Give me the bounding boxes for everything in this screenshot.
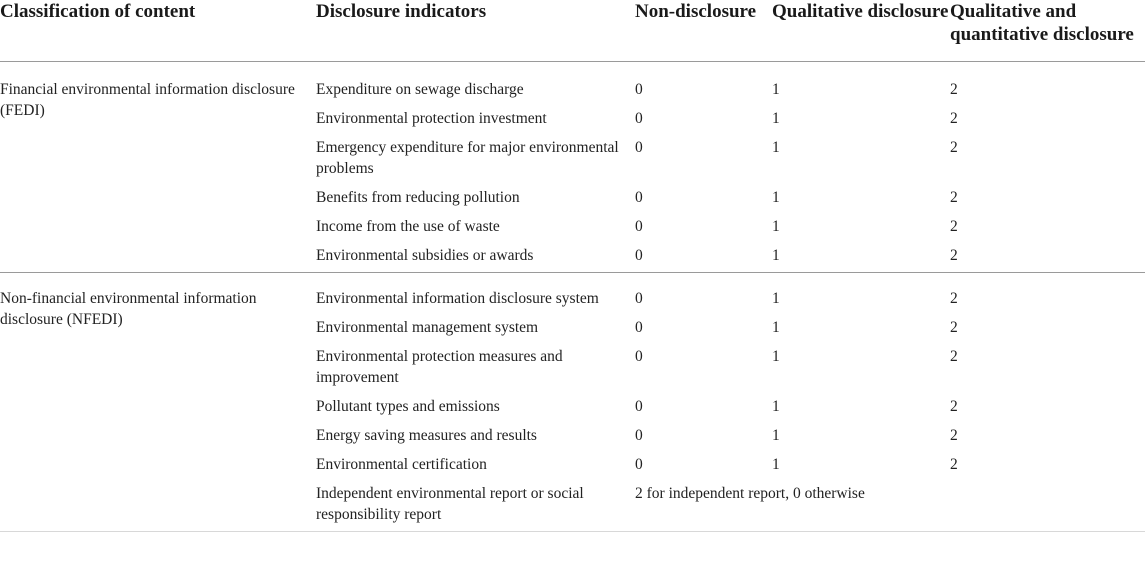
non-disclosure-cell: 0 bbox=[635, 81, 643, 98]
indicator-cell: Environmental certification bbox=[316, 456, 487, 473]
non-disclosure-cell: 0 bbox=[635, 218, 643, 235]
qualitative-cell: 1 bbox=[772, 218, 780, 235]
qualitative-quantitative-cell: 2 bbox=[950, 81, 958, 98]
qualitative-cell: 1 bbox=[772, 348, 780, 365]
qualitative-quantitative-cell: 2 bbox=[950, 247, 958, 264]
qualitative-quantitative-cell: 2 bbox=[950, 139, 958, 156]
non-disclosure-cell: 0 bbox=[635, 348, 643, 365]
classification-cell: Non-financial environmental information disclosure (NFEDI) bbox=[0, 290, 257, 328]
indicator-cell: Independent environmental report or social responsibility report bbox=[316, 485, 584, 523]
indicator-cell: Environmental protection investment bbox=[316, 110, 547, 127]
qualitative-cell: 1 bbox=[772, 110, 780, 127]
independent-report-note: 2 for independent report, 0 otherwise bbox=[635, 485, 865, 502]
qualitative-quantitative-cell: 2 bbox=[950, 110, 958, 127]
indicator-cell: Environmental subsidies or awards bbox=[316, 247, 534, 264]
qualitative-quantitative-cell: 2 bbox=[950, 398, 958, 415]
header-qualitative-quantitative: Qualitative and quantitative disclosure bbox=[950, 1, 1134, 45]
indicator-cell: Environmental information disclosure system bbox=[316, 290, 599, 307]
indicator-cell: Pollutant types and emissions bbox=[316, 398, 500, 415]
indicator-cell: Emergency expenditure for major environmental problems bbox=[316, 139, 619, 177]
qualitative-quantitative-cell: 2 bbox=[950, 427, 958, 444]
non-disclosure-cell: 0 bbox=[635, 398, 643, 415]
group-fedi bbox=[0, 62, 1145, 273]
non-disclosure-cell: 0 bbox=[635, 189, 643, 206]
qualitative-cell: 1 bbox=[772, 456, 780, 473]
non-disclosure-cell: 0 bbox=[635, 427, 643, 444]
non-disclosure-cell: 0 bbox=[635, 319, 643, 336]
qualitative-quantitative-cell: 2 bbox=[950, 290, 958, 307]
header-non-disclosure: Non-disclosure bbox=[635, 1, 757, 22]
indicator-cell: Energy saving measures and results bbox=[316, 427, 537, 444]
qualitative-cell: 1 bbox=[772, 427, 780, 444]
qualitative-cell: 1 bbox=[772, 319, 780, 336]
qualitative-cell: 1 bbox=[772, 189, 780, 206]
header-classification: Classification of content bbox=[0, 1, 196, 22]
non-disclosure-cell: 0 bbox=[635, 456, 643, 473]
indicator-cell: Environmental management system bbox=[316, 319, 539, 336]
qualitative-quantitative-cell: 2 bbox=[950, 319, 958, 336]
qualitative-cell: 1 bbox=[772, 139, 780, 156]
indicator-cell: Benefits from reducing pollution bbox=[316, 189, 520, 206]
non-disclosure-cell: 0 bbox=[635, 247, 643, 264]
indicator-cell: Expenditure on sewage discharge bbox=[316, 81, 524, 98]
non-disclosure-cell: 0 bbox=[635, 290, 643, 307]
qualitative-cell: 1 bbox=[772, 290, 780, 307]
qualitative-cell: 1 bbox=[772, 81, 780, 98]
qualitative-quantitative-cell: 2 bbox=[950, 456, 958, 473]
table-row bbox=[0, 62, 1145, 105]
qualitative-quantitative-cell: 2 bbox=[950, 348, 958, 365]
indicator-cell: Income from the use of waste bbox=[316, 218, 500, 235]
qualitative-cell: 1 bbox=[772, 247, 780, 264]
indicator-cell: Environmental protection measures and improvement bbox=[316, 348, 563, 386]
non-disclosure-cell: 0 bbox=[635, 139, 643, 156]
qualitative-cell: 1 bbox=[772, 398, 780, 415]
header-qualitative: Qualitative disclosure bbox=[772, 1, 949, 22]
group-nfedi bbox=[0, 273, 1145, 532]
table-header bbox=[0, 0, 1145, 62]
classification-cell: Financial environmental information disclosure (FEDI) bbox=[0, 81, 295, 119]
qualitative-quantitative-cell: 2 bbox=[950, 189, 958, 206]
non-disclosure-cell: 0 bbox=[635, 110, 643, 127]
qualitative-quantitative-cell: 2 bbox=[950, 218, 958, 235]
header-indicators: Disclosure indicators bbox=[316, 1, 487, 22]
table-row bbox=[0, 273, 1145, 314]
